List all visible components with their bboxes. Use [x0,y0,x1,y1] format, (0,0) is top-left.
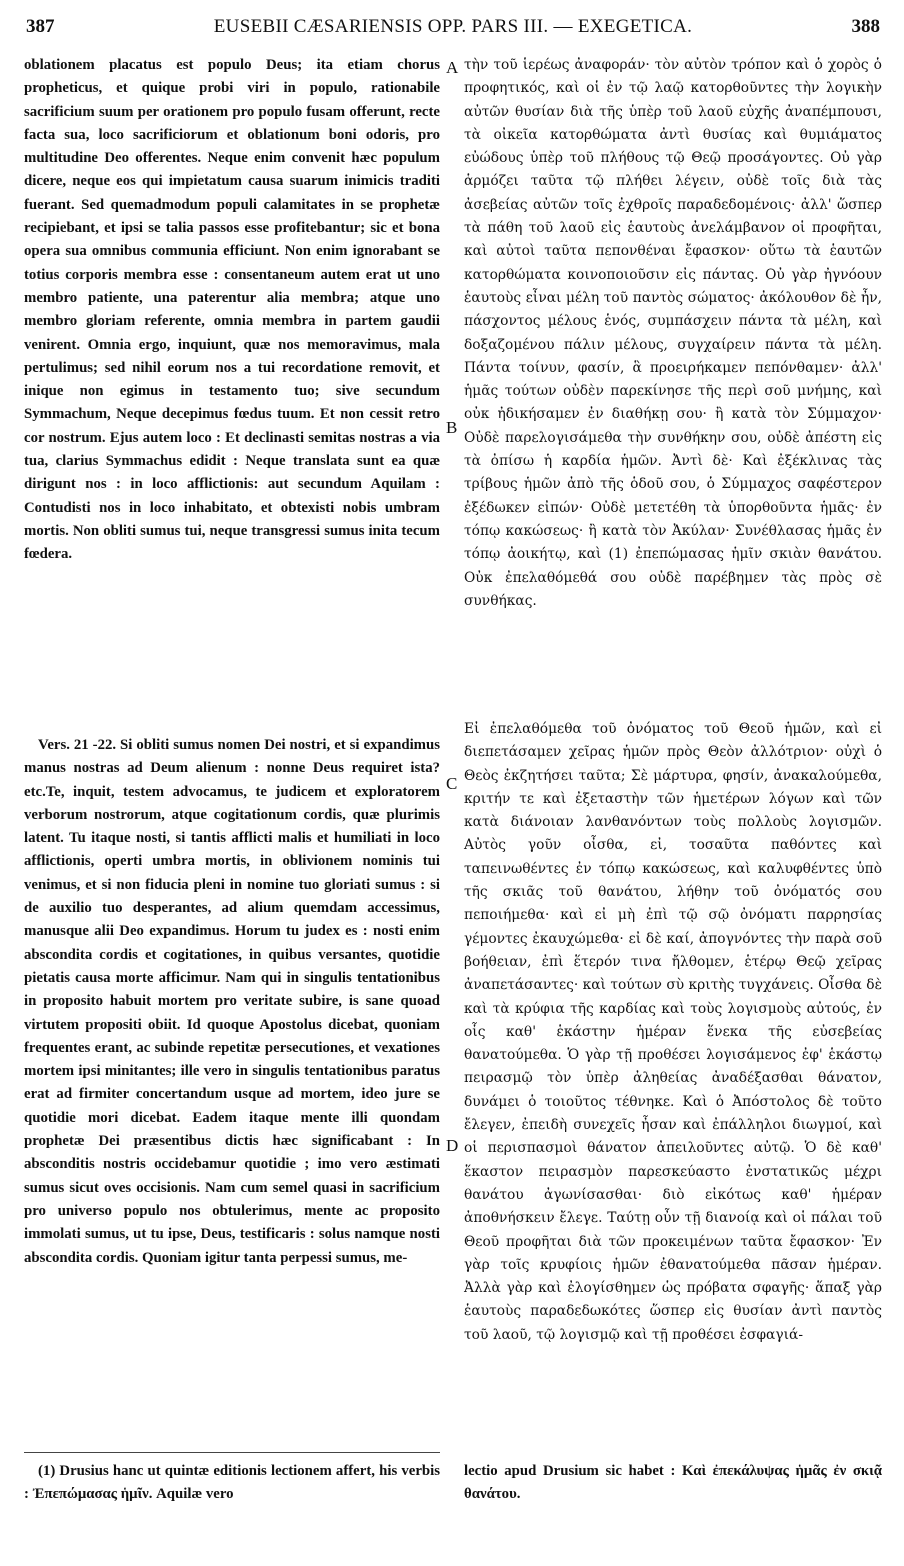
margin-letter-a: A [446,58,459,77]
page-number-left: 387 [26,16,55,37]
margin-letter-c: C [446,774,458,793]
latin-footnote-text: (1) Drusius hanc ut quintæ editionis lectionem affert, his verbis : Ἐπεπώμασας ἡμῖν. Aquilæ vero [24,1463,440,1503]
greek-paragraph-1 [464,54,882,613]
page-number-right: 388 [851,16,880,37]
latin-text-2: Vers. 21 -22. Si obliti sumus nomen Dei nostri, et si expandimus manus nostras ad Deum alienum : nonne Deus requiret ista? etc.Te, inquit, testem advocamus, te judicem et exploratorem verborum nostrorum, atque cogitationum cordis, quæ plurimis latent. Tu itaque nosti, si tantis afflicti malis et humiliati in loco afflictionis, operti umbra mortis, in oblivionem nominis tui venimus, et si non fiducia pleni in nomine tuo gloriati sumus : si de auxilio tuo desperantes, ad alium quemdam accessimus, manusque alii Deo expandimus. Horum tu judex es : nosti enim abscondita cordis et cogitationes, in quibus versantes, quotidie pietatis causa morte afficimur. Nam qui in singulis tentationibus in proposito habuit mortem pro veritate subire, is sane quoad virtutem propositi obiit. Id quoque Apostolus dicebat, quoniam frequentes erant, ac subinde repetitæ persecutiones, et vexationes mortem ipsi minitantes; ille vero in singulis tentationibus paratus erat ad firmiter concertandum usque ad mortem, ideo jure se quotidie mori dicebat. Eadem itaque mente illi quondam prophetæ Dei præsentibus dictis hæc significabant : In absconditis nostris occidebamur quotidie ; imo vero æstimati sumus sicut oves occisionis. Nam cum semel quasi in sacrificium pro universo populo nos obtulerimus, mente ac proposito immolati sumus, ut tu ipse, Deus, testificaris : solus namque nosti abscondita cordis. Quoniam igitur tanta perpessi sumus, me- [24,737,440,1266]
margin-letter-b: B [446,418,458,437]
greek-text-2: Εἰ ἐπελαθόμεθα τοῦ ὀνόματος τοῦ Θεοῦ ἡμῶν, καὶ εἰ διεπετάσαμεν χεῖρας ἡμῶν πρὸς Θεὸν ἀλλότριον· οὐχὶ ὁ Θεὸς ἐκζητήσει ταῦτα; Σὲ μάρτυρα, φησίν, ἀνακαλούμεθα, κριτήν τε καὶ ἐξεταστὴν τῶν ἡμετέρων λόγων καὶ τῶν κατὰ διάνοιαν λανθανόντων τοὺς πολλοὺς λογισμῶν. Αὐτὸς γοῦν οἶσθα, εἰ, τοσαῦτα παθόντες καὶ ταπεινωθέντες ἐν τόπῳ κακώσεως, καὶ καλυφθέντες ὑπὸ τῆς σκιᾶς τοῦ θανάτου, λήθην τοῦ ὀνόματός σου πεποιήμεθα· καὶ εἰ μὴ ἐπὶ τῷ σῷ ὀνόματι παρρησίας γέμοντες ἐκαυχώμεθα· εἰ δὲ καί, ἀπογνόντες τὴν παρὰ σοῦ βοήθειαν, ἐπὶ ἕτερόν τινα ἤλθομεν, ἑτέρῳ Θεῷ χεῖρας ἀναπετάσαντες· καὶ τούτων σὺ κριτὴς τυγχάνεις. Οἶσθα δὲ καὶ τὰ κρύφια τῆς καρδίας καὶ τοὺς λογισμοὺς αὐτούς, ἐν οἷς καθ' ἑκάστην ἡμέραν ἕνεκα τῆς εὐσεβείας θανατούμεθα. Ὁ γὰρ τῇ προθέσει λογισάμενος ἐφ' ἑκάστῳ πειρασμῷ τὸν ὑπὲρ ἀληθείας ἀναδέξασθαι θάνατον, δυνάμει ὁ τοιοῦτος τέθνηκε. Καὶ ὁ Ἀπόστολος δὲ τοῦτο ἔλεγεν, ἐπειδὴ συνεχεῖς ἦσαν καὶ ἐπάλληλοι διωγμοί, καὶ οἱ περισπασμοὶ θάνατον ἀπειλοῦντες αὐτῷ. Ὁ δὲ καθ' ἕκαστον πειρασμὸν παρεσκεύαστο ἐνστατικῶς μέχρι θανάτου ἀγωνίσασθαι· διὸ εἰκότως καθ' ἡμέραν ἀποθνήσκειν ἔλεγε. Ταύτῃ οὖν τῇ διανοίᾳ καὶ οἱ πάλαι τοῦ Θεοῦ προφῆται διὰ τῶν προκειμένων ταῦτα ἔφασκον· Ἐν γὰρ τοῖς κρυφίοις ἡμῶν ἐθανατούμεθα πᾶσαν ἡμέραν. Ἀλλὰ γὰρ καὶ ἐλογίσθημεν ὡς πρόβατα σφαγῆς· ἅπαξ γὰρ ἑαυτοὺς παραδεδωκότες ὥσπερ εἰς θυσίαν ἀντὶ παντὸς τοῦ λαοῦ, τῷ λογισμῷ καὶ τῇ προθέσει ἐσφαγιά- [464,721,882,1343]
footnote-rule [24,1452,440,1453]
latin-footnote [24,1460,440,1507]
running-title: EUSEBII CÆSARIENSIS OPP. PARS III. — EXEGETICA. [213,16,693,37]
latin-paragraph-1 [24,54,440,567]
page-header [26,16,880,42]
latin-text-1: oblationem placatus est populo Deus; ita etiam chorus propheticus, et quique probi viri in populo, rationabile sacrificium suum per orationem pro populo fusam offerunt, recte facta sua, loco sacrificiorum et oblationum boni odoris, pro multitudine Deo offerentes. Neque enim convenit hæc populum dicere, neque eos qui impietatum causa suarum inimicis traditi fuerant. Sed quemadmodum populi calamitates in se prophetæ recipiebant, et ipsi se talia passos esse profitebantur; sic et bona opera sua omnibus communia efficiunt. Non enim ignorabant se totius corporis membra esse : consentaneum autem erat ut uno membro patiente, una paterentur alia membra; atque uno membro gloriam referente, omnia membra in partem gaudii venirent. Omnia ergo, inquiunt, quæ nos memoravimus, mala pertulimus; sed nihil eorum nos a tui recordatione removit, et inique non egimus in testamento tuo; sive secundum Symmachum, Neque decepimus fœdus tuum. Et non cessit retro cor nostrum. Ejus autem loco : Et declinasti semitas nostras a via tua, clarius Symmachus edidit : Neque translata sunt ea quæ dirigunt nos : in loco afflictionis: aut secundum Aquilam : Contudisti nos in loco inhabitato, et obtexisti nobis umbram mortis. Non obliti sumus tui, neque transgressi sumus inita tecum fœdera. [24,57,440,563]
greek-footnote-text: lectio apud Drusium sic habet : Καὶ ἐπεκάλυψας ἡμᾶς ἐν σκιᾷ θανάτου. [464,1463,882,1503]
greek-footnote [464,1460,882,1507]
margin-letter-d: D [446,1136,459,1155]
greek-text-1: τὴν τοῦ ἱερέως ἀναφοράν· τὸν αὐτὸν τρόπον καὶ ὁ χορὸς ὁ προφητικός, καὶ οἱ ἐν τῷ λαῷ κατορθοῦντες τὴν λογικὴν αὐτῶν θυσίαν διὰ τῆς ὑπὲρ τοῦ λαοῦ εὐχῆς ἀναπέμπουσι, τὰ οἰκεῖα κατορθώματα ἀντὶ θυσίας καὶ θυμιάματος εὐώδους ὑπὲρ τοῦ πλήθους τῷ Θεῷ προσάγοντες. Οὐ γὰρ ἁρμόζει ταῦτα τῷ πλήθει λέγειν, οὐδὲ τοῖς διὰ τὰς ἀσεβείας αὐτῶν τοῖς ἐχθροῖς παραδεδομένοις· ἀλλ' ὥσπερ τὰ πάθη τοῦ λαοῦ εἰς ἑαυτοὺς ἀνελάμβανον οἱ προφῆται, καὶ αὐτοὶ ταῦτα πεπονθέναι ἔφασκον· οὕτω τὰ ἑαυτῶν κατορθώματα κοινοποιοῦσιν εἰς πάντας. Οὐ γὰρ ἠγνόουν ἑαυτοὺς εἶναι μέλη τοῦ παντὸς σώματος· ἀκόλουθον δὲ ἦν, πάσχοντος μέλους ἑνός, συμπάσχειν πάντα τὰ μέλη, καὶ δοξαζομένου πάλιν μέλους, συγχαίρειν πάντα τὰ μέλη. Πάντα τοίνυν, φασίν, ἃ προειρήκαμεν πεπόνθαμεν· ἀλλ' ἡμᾶς τούτων οὐδὲν παρεκίνησε τῆς περὶ σοῦ μνήμης, καὶ οὐκ ἠδικήσαμεν ἐν διαθήκῃ σου· ἢ κατὰ τὸν Σύμμαχον· Οὐδὲ παρελογισάμεθα τὴν συνθήκην σου, οὐδὲ ἀπέστη εἰς τὰ ὀπίσω ἡ καρδία ἡμῶν. Ἀντὶ δὲ· Καὶ ἐξέκλινας τὰς τρίβους ἡμῶν ἀπὸ τῆς ὁδοῦ σου, ὁ Σύμμαχος σαφέστερον ἐξέδωκεν εἰπών· Οὐδὲ μετετέθη τὰ ὑπορθοῦντα ἡμᾶς· ἐν τόπῳ κακώσεως· ἢ κατὰ τὸν Ἀκύλαν· Συνέθλασας ἡμᾶς ἐν τόπῳ ἀοικήτῳ, καὶ (1) ἐπεπώμασας ἡμῖν σκιὰν θανάτου. Οὐκ ἐπελαθόμεθά σου οὐδὲ παρέβημεν τὰς πρὸς σὲ συνθήκας. [464,57,882,609]
greek-paragraph-2 [464,718,882,1347]
latin-paragraph-2 [24,734,440,1270]
